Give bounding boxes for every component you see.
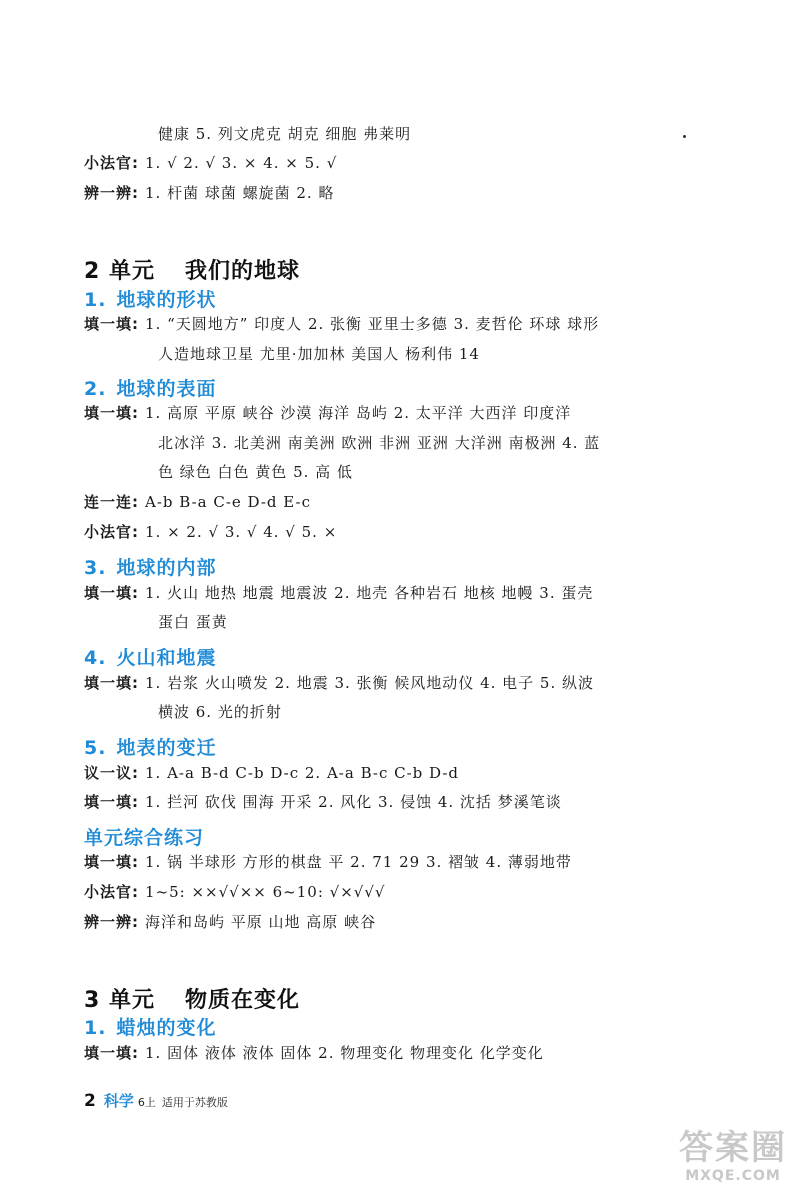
question-type-label: 填一填:	[84, 315, 139, 333]
answer-line: 议一议: 1. A-a B-d C-b D-c 2. A-a B-c C-b D-d	[84, 764, 460, 782]
section-heading: 5. 地表的变迁	[84, 737, 217, 759]
stray-dot	[683, 135, 686, 138]
watermark	[679, 1128, 787, 1184]
answer-line: 小法官: 1~5: ××√√×× 6~10: √×√√√	[84, 883, 386, 901]
page-footer	[84, 1090, 228, 1111]
answer-line: 横波 6. 光的折射	[158, 703, 282, 721]
question-type-label: 连一连:	[84, 493, 139, 511]
question-type-label: 辨一辨:	[84, 184, 139, 202]
question-type-label: 小法官:	[84, 154, 139, 172]
page-number: 2	[84, 1091, 96, 1111]
grade-label: 6上	[137, 1096, 156, 1109]
question-type-label: 填一填:	[84, 853, 139, 871]
answer-line: 填一填: 1. 岩浆 火山喷发 2. 地震 3. 张衡 候风地动仪 4. 电子 5. 纵波	[84, 674, 595, 692]
answer-line: 健康 5. 列文虎克 胡克 细胞 弗莱明	[158, 125, 412, 143]
question-type-label: 议一议:	[84, 764, 139, 782]
question-type-label: 小法官:	[84, 523, 139, 541]
question-type-label: 填一填:	[84, 674, 139, 692]
section-heading: 1. 蜡烛的变化	[84, 1017, 217, 1039]
subject-label: 科学	[103, 1092, 134, 1110]
question-type-label: 辨一辨:	[84, 913, 139, 931]
question-type-label: 填一填:	[84, 584, 139, 602]
answer-line: 北冰洋 3. 北美洲 南美洲 欧洲 非洲 亚洲 大洋洲 南极洲 4. 蓝	[158, 434, 601, 452]
unit-heading: 3 单元 物质在变化	[84, 988, 300, 1013]
answer-line: 连一连: A-b B-a C-e D-d E-c	[84, 493, 311, 511]
section-heading: 3. 地球的内部	[84, 557, 217, 579]
answer-line: 蛋白 蛋黄	[158, 613, 228, 631]
section-heading: 1. 地球的形状	[84, 289, 217, 311]
answer-line: 辨一辨: 海洋和岛屿 平原 山地 高原 峡谷	[84, 913, 377, 931]
question-type-label: 小法官:	[84, 883, 139, 901]
answer-line: 色 绿色 白色 黄色 5. 高 低	[158, 463, 353, 481]
answer-line: 辨一辨: 1. 杆菌 球菌 螺旋菌 2. 略	[84, 184, 335, 202]
answer-line: 填一填: 1. “天圆地方” 印度人 2. 张衡 亚里士多德 3. 麦哲伦 环球 球形	[84, 315, 600, 333]
question-type-label: 填一填:	[84, 1044, 139, 1062]
edition-label: 适用于苏教版	[161, 1096, 228, 1109]
question-type-label: 填一填:	[84, 404, 139, 422]
answer-line: 填一填: 1. 拦河 砍伐 围海 开采 2. 风化 3. 侵蚀 4. 沈括 梦溪笔谈	[84, 793, 562, 811]
answer-line: 填一填: 1. 高原 平原 峡谷 沙漠 海洋 岛屿 2. 太平洋 大西洋 印度洋	[84, 404, 572, 422]
answer-line: 填一填: 1. 火山 地热 地震 地震波 2. 地壳 各种岩石 地核 地幔 3. 蛋壳	[84, 584, 594, 602]
section-heading: 4. 火山和地震	[84, 647, 217, 669]
section-heading: 2. 地球的表面	[84, 378, 217, 400]
question-type-label: 填一填:	[84, 793, 139, 811]
answer-line: 小法官: 1. × 2. √ 3. √ 4. √ 5. ×	[84, 523, 338, 541]
watermark-url: MXQE.COM	[685, 1168, 781, 1184]
answer-line: 人造地球卫星 尤里·加加林 美国人 杨利伟 14	[158, 345, 480, 363]
answer-line: 填一填: 1. 锅 半球形 方形的棋盘 平 2. 71 29 3. 褶皱 4. 薄弱地带	[84, 853, 572, 871]
watermark-text: 答案圈	[679, 1128, 787, 1168]
section-heading: 单元综合练习	[84, 827, 205, 849]
answer-line: 小法官: 1. √ 2. √ 3. × 4. × 5. √	[84, 154, 338, 172]
answer-line: 填一填: 1. 固体 液体 液体 固体 2. 物理变化 物理变化 化学变化	[84, 1044, 544, 1062]
unit-heading: 2 单元 我们的地球	[84, 259, 300, 284]
